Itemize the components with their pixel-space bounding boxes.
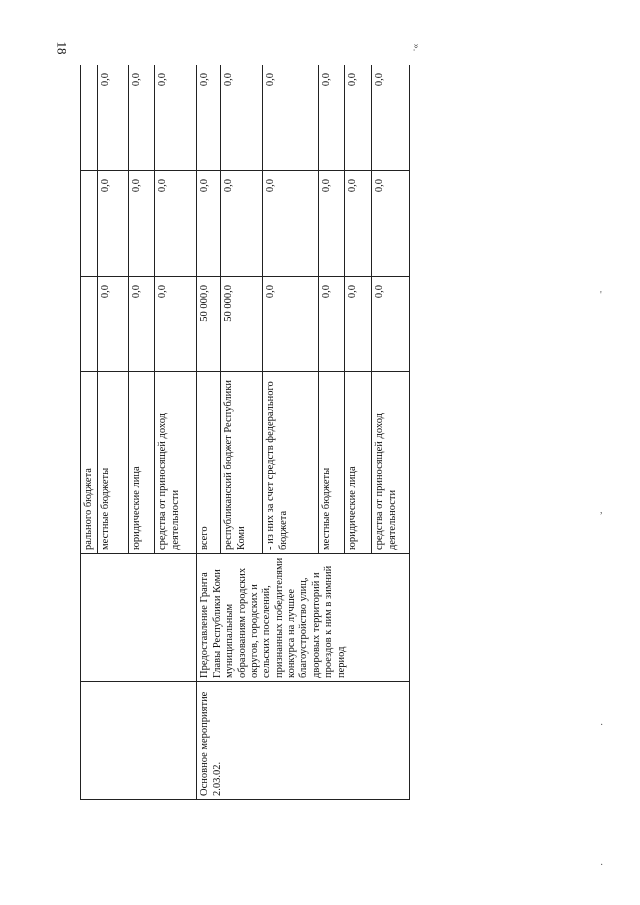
table-row bbox=[81, 65, 98, 800]
source-cell: юридические лица bbox=[129, 372, 155, 554]
value-cell: 0,0 bbox=[263, 171, 319, 277]
funding-table bbox=[80, 65, 410, 800]
value-cell: 0,0 bbox=[129, 171, 155, 277]
source-cell: местные бюджеты bbox=[98, 372, 129, 554]
value-cell: 0,0 bbox=[319, 171, 345, 277]
value-cell: 0,0 bbox=[263, 65, 319, 171]
side-mark: ». bbox=[410, 43, 422, 52]
value-cell: 0,0 bbox=[98, 277, 129, 372]
empty-cell bbox=[81, 554, 197, 682]
value-cell: 0,0 bbox=[263, 277, 319, 372]
source-cell: средства от приносящей доход деятельности bbox=[372, 372, 410, 554]
scan-mark: · bbox=[600, 860, 604, 871]
source-cell: рального бюджета bbox=[81, 372, 98, 554]
value-cell: 0,0 bbox=[372, 65, 410, 171]
value-cell: 0,0 bbox=[372, 277, 410, 372]
table-container bbox=[80, 65, 410, 800]
source-cell: юридические лица bbox=[345, 372, 372, 554]
scan-mark: ' bbox=[600, 290, 602, 301]
table-row bbox=[197, 65, 221, 800]
value-cell: 0,0 bbox=[155, 65, 197, 171]
value-cell: 50 000,0 bbox=[221, 277, 263, 372]
source-cell: местные бюджеты bbox=[319, 372, 345, 554]
empty-cell bbox=[81, 682, 197, 800]
page-number: 18 bbox=[54, 41, 70, 55]
scan-mark: · bbox=[600, 720, 604, 731]
value-cell: 0,0 bbox=[197, 171, 221, 277]
value-cell: 0,0 bbox=[345, 277, 372, 372]
value-cell: 0,0 bbox=[129, 65, 155, 171]
value-cell: 0,0 bbox=[345, 65, 372, 171]
value-cell: 0,0 bbox=[98, 171, 129, 277]
value-cell bbox=[81, 65, 98, 171]
value-cell: 50 000,0 bbox=[197, 277, 221, 372]
value-cell: 0,0 bbox=[221, 65, 263, 171]
value-cell: 0,0 bbox=[155, 277, 197, 372]
value-cell: 0,0 bbox=[221, 171, 263, 277]
value-cell: 0,0 bbox=[372, 171, 410, 277]
value-cell: 0,0 bbox=[98, 65, 129, 171]
value-cell bbox=[81, 171, 98, 277]
value-cell bbox=[81, 277, 98, 372]
value-cell: 0,0 bbox=[197, 65, 221, 171]
activity-description-cell: Предоставление Гранта Главы Республики Коми муниципальным образованиям городских округов, городских и сельских поселений, признанных победителями конкурса на лучшее благоустройство улиц, дворовых территорий и проездов к ним в зимний период bbox=[197, 554, 410, 682]
value-cell: 0,0 bbox=[319, 277, 345, 372]
value-cell: 0,0 bbox=[129, 277, 155, 372]
source-cell: всего bbox=[197, 372, 221, 554]
value-cell: 0,0 bbox=[319, 65, 345, 171]
activity-name-cell: Основное мероприятие 2.03.02. bbox=[197, 682, 410, 800]
value-cell: 0,0 bbox=[345, 171, 372, 277]
scan-mark: , bbox=[600, 505, 603, 516]
source-cell: республиканский бюджет Республики Коми bbox=[221, 372, 263, 554]
source-cell: - из них за счет средств федерального бюджета bbox=[263, 372, 319, 554]
source-cell: средства от приносящей доход деятельности bbox=[155, 372, 197, 554]
value-cell: 0,0 bbox=[155, 171, 197, 277]
